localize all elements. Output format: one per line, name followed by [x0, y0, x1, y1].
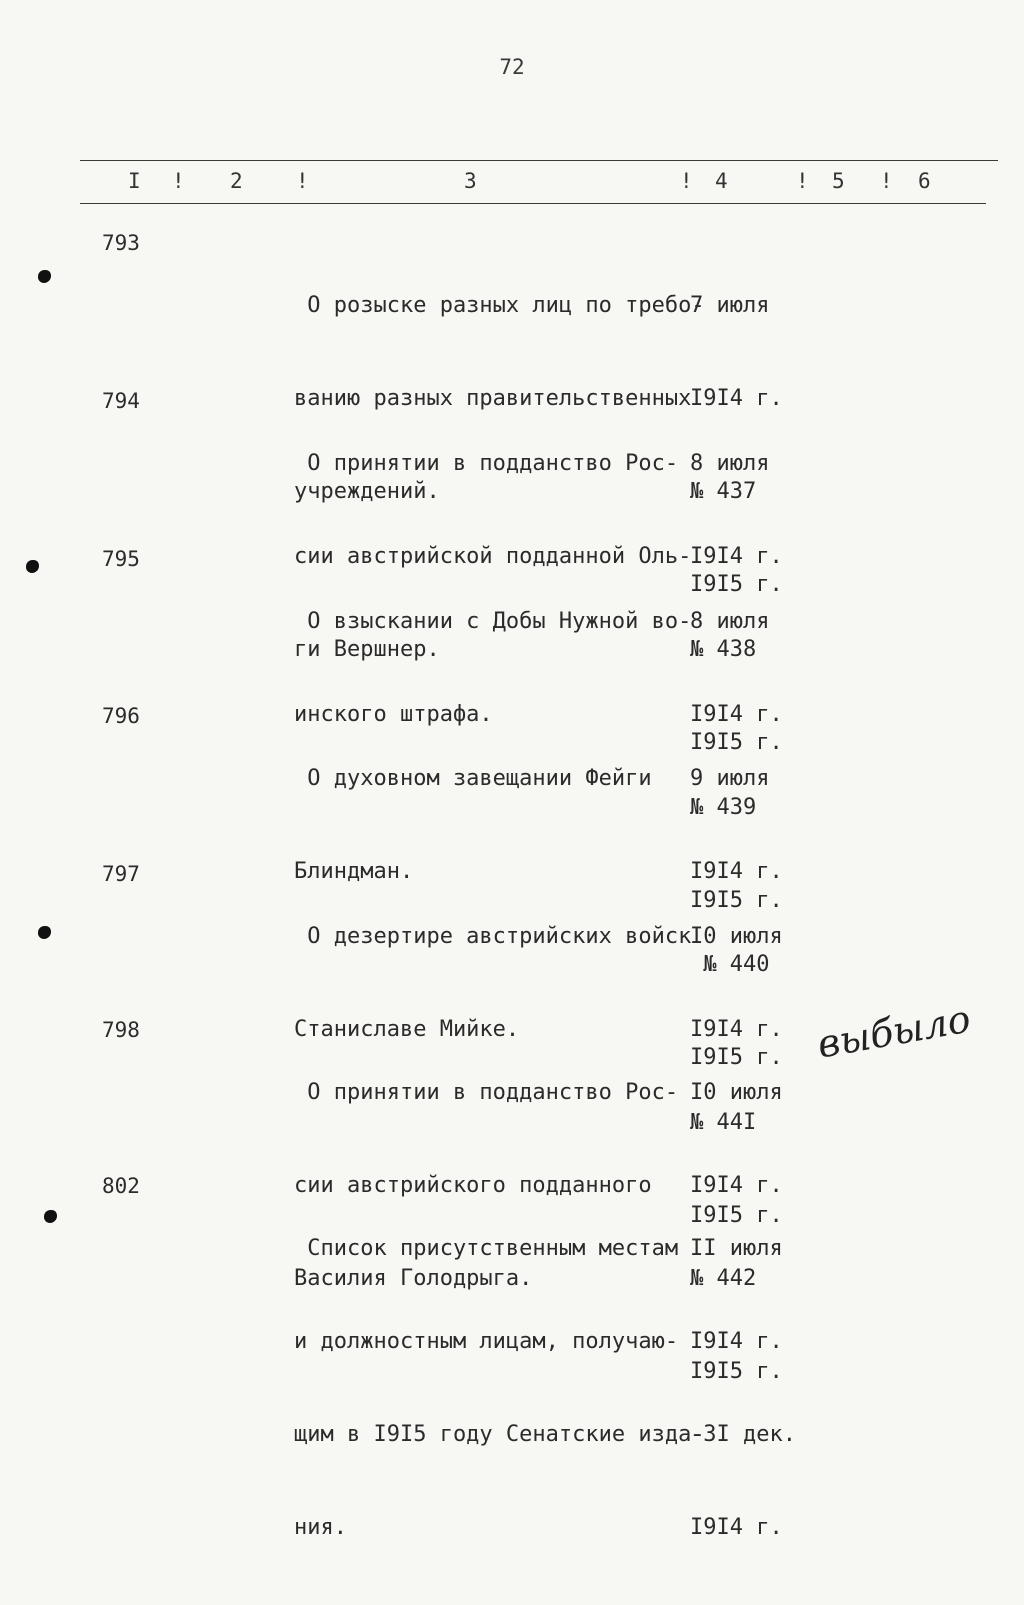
column-separator: !	[296, 169, 309, 193]
column-separator: !	[172, 169, 185, 193]
entry-dates: 9 июля I9I4 г. № 440 I9I5 г.	[690, 766, 783, 1070]
entry-title: О принятии в подданство Рос- сии австрийского подданного Василия Голодрыга.	[294, 1080, 679, 1291]
column-separator: !	[796, 169, 809, 193]
column-header-6: 6	[918, 169, 931, 193]
entry-title: О розыске разных лиц по требо- ванию разных правительственных учреждений.	[294, 293, 705, 504]
entry-dates: I0 июля I9I4 г. № 442 I9I5 г.	[690, 1080, 783, 1384]
entry-number: 796	[102, 704, 140, 728]
entry-number: 798	[102, 1018, 140, 1042]
entry-number: 794	[102, 389, 140, 413]
entry-dates: II июля I9I4 г. -3I дек. I9I4 г.	[690, 1236, 796, 1540]
column-header-5: 5	[832, 169, 845, 193]
column-header-1: I	[128, 169, 141, 193]
entry-title: О духовном завещании Фейги Блиндман.	[294, 766, 652, 884]
column-separator: !	[880, 169, 893, 193]
entry-title: О принятии в подданство Рос- сии австрийской подданной Оль- ги Вершнер.	[294, 451, 692, 662]
column-header-2: 2	[230, 169, 243, 193]
entry-dates: 7 июля I9I4 г. № 437 I9I5 г.	[690, 293, 783, 597]
handwritten-margin-note: выбыло	[814, 996, 974, 1067]
entry-dates: I0 июля I9I4 г. № 44I I9I5 г.	[690, 924, 783, 1228]
table-top-rule	[80, 160, 998, 161]
entry-dates: 8 июля I9I4 г. № 438 I9I5 г.	[690, 451, 783, 755]
entry-number: 793	[102, 231, 140, 255]
column-header-4: 4	[715, 169, 728, 193]
page-number: 72	[499, 55, 525, 79]
entry-title: О взыскании с Добы Нужной во- инского штрафа.	[294, 609, 692, 727]
column-header-3: 3	[464, 169, 477, 193]
entry-title: Список присутственным местам и должностным лицам, получаю- щим в I9I5 году Сенатские изда- ния.	[294, 1236, 705, 1540]
column-separator: !	[680, 169, 693, 193]
entry-number: 795	[102, 547, 140, 571]
table-header-rule	[80, 203, 986, 204]
entry-dates: 8 июля I9I4 г. № 439 I9I5 г.	[690, 609, 783, 913]
entry-number: 797	[102, 862, 140, 886]
entry-title: О дезертире австрийских войск Станиславе Мийке.	[294, 924, 692, 1042]
entry-number: 802	[102, 1174, 140, 1198]
